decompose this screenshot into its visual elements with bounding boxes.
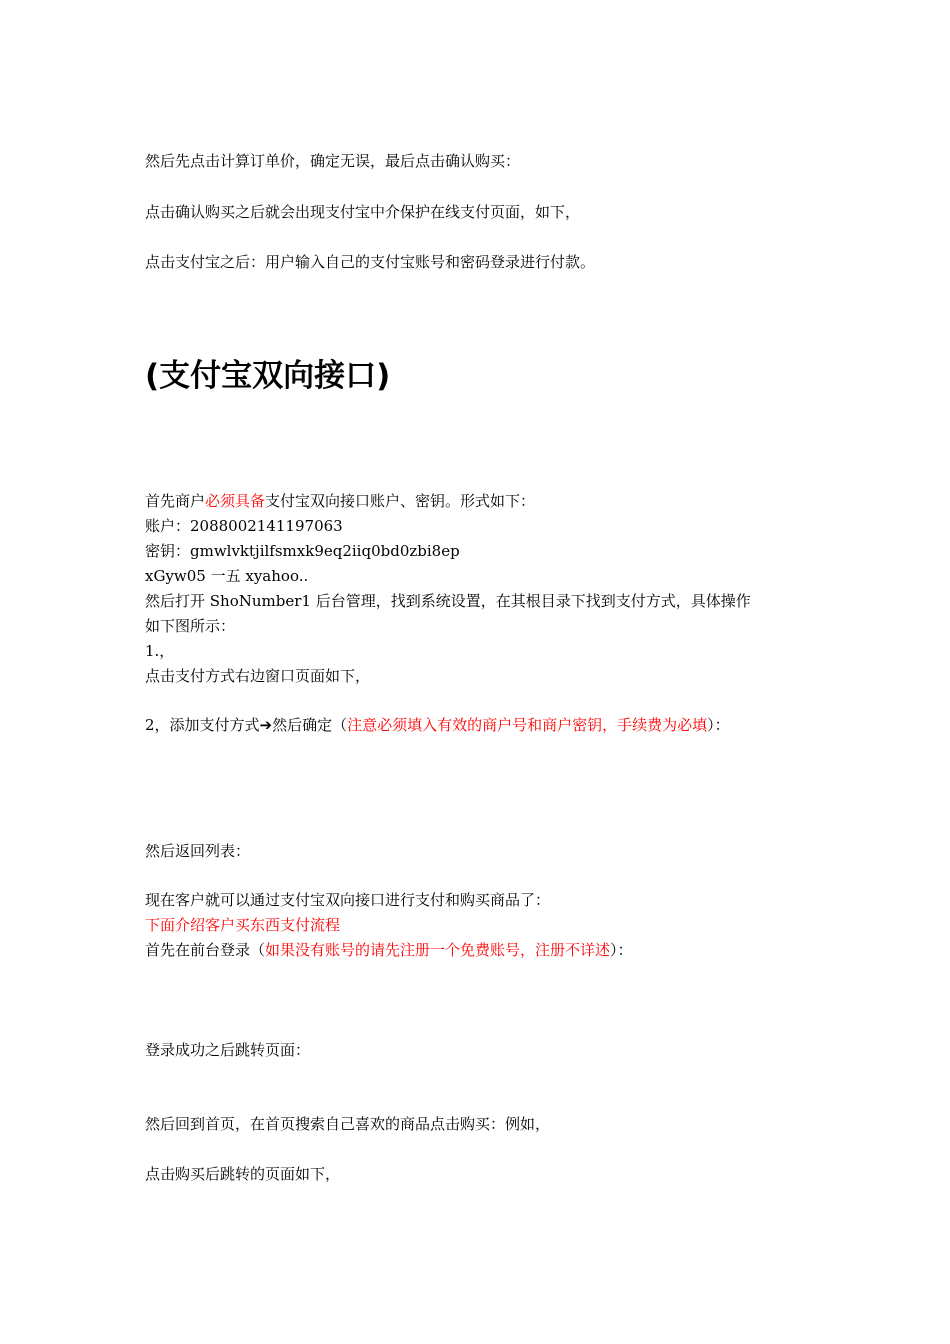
paragraph-login	[145, 940, 633, 960]
paragraph-back-home: 然后回到首页，在首页搜索自己喜欢的商品点击购买：例如，	[145, 1115, 551, 1133]
paragraph-now-can-pay: 现在客户就可以通过支付宝双向接口进行支付和购买商品了：	[145, 891, 551, 909]
key-line: 密钥：gmwlvktjilfsmxk9eq2iiq0bd0zbi8ep	[145, 542, 460, 560]
highlight-text: 注意必须填入有效的商户号和商户密钥，手续费为必填	[347, 716, 708, 734]
paragraph-flow-intro: 下面介绍客户买东西支付流程	[145, 916, 341, 934]
text-run: 首先在前台登录（	[145, 941, 266, 959]
paragraph-alipay-login: 点击支付宝之后：用户输入自己的支付宝账号和密码登录进行付款。	[145, 253, 596, 271]
paragraph-merchant-requirement	[145, 491, 535, 511]
paragraph-calc-order: 然后先点击计算订单价，确定无误，最后点击确认购买：	[145, 152, 521, 170]
text-run: 首先商户	[145, 492, 206, 510]
paragraph-open-admin: 然后打开 ShoNumber1 后台管理，找到系统设置，在其根目录下找到支付方式，具体操作	[145, 592, 751, 610]
highlight-text: 必须具备	[205, 492, 266, 510]
step-1: 1.，	[145, 642, 175, 660]
text-run: 然后确定（	[272, 716, 348, 734]
email-line: xGyw05 一五 xyahoo..	[145, 567, 309, 585]
account-line: 账户：2088002141197063	[145, 517, 343, 535]
step-2	[145, 715, 730, 735]
text-run: 2，添加支付方式	[145, 716, 260, 734]
section-heading: (支付宝双向接口)	[145, 358, 391, 394]
paragraph-return-list: 然后返回列表：	[145, 842, 251, 860]
paragraph-alipay-page: 点击确认购买之后就会出现支付宝中介保护在线支付页面，如下，	[145, 203, 581, 221]
text-run: ）：	[707, 716, 730, 734]
paragraph-login-success: 登录成功之后跳转页面：	[145, 1041, 311, 1059]
paragraph-after-buy: 点击购买后跳转的页面如下，	[145, 1165, 341, 1183]
text-run: ）：	[610, 941, 633, 959]
step-1-description: 点击支付方式右边窗口页面如下，	[145, 667, 371, 685]
paragraph-open-admin-cont: 如下图所示：	[145, 617, 236, 635]
highlight-text: 如果没有账号的请先注册一个免费账号，注册不详述	[265, 941, 611, 959]
text-run: 支付宝双向接口账户、密钥。形式如下：	[265, 492, 536, 510]
arrow-right-icon: ➔	[259, 716, 273, 734]
